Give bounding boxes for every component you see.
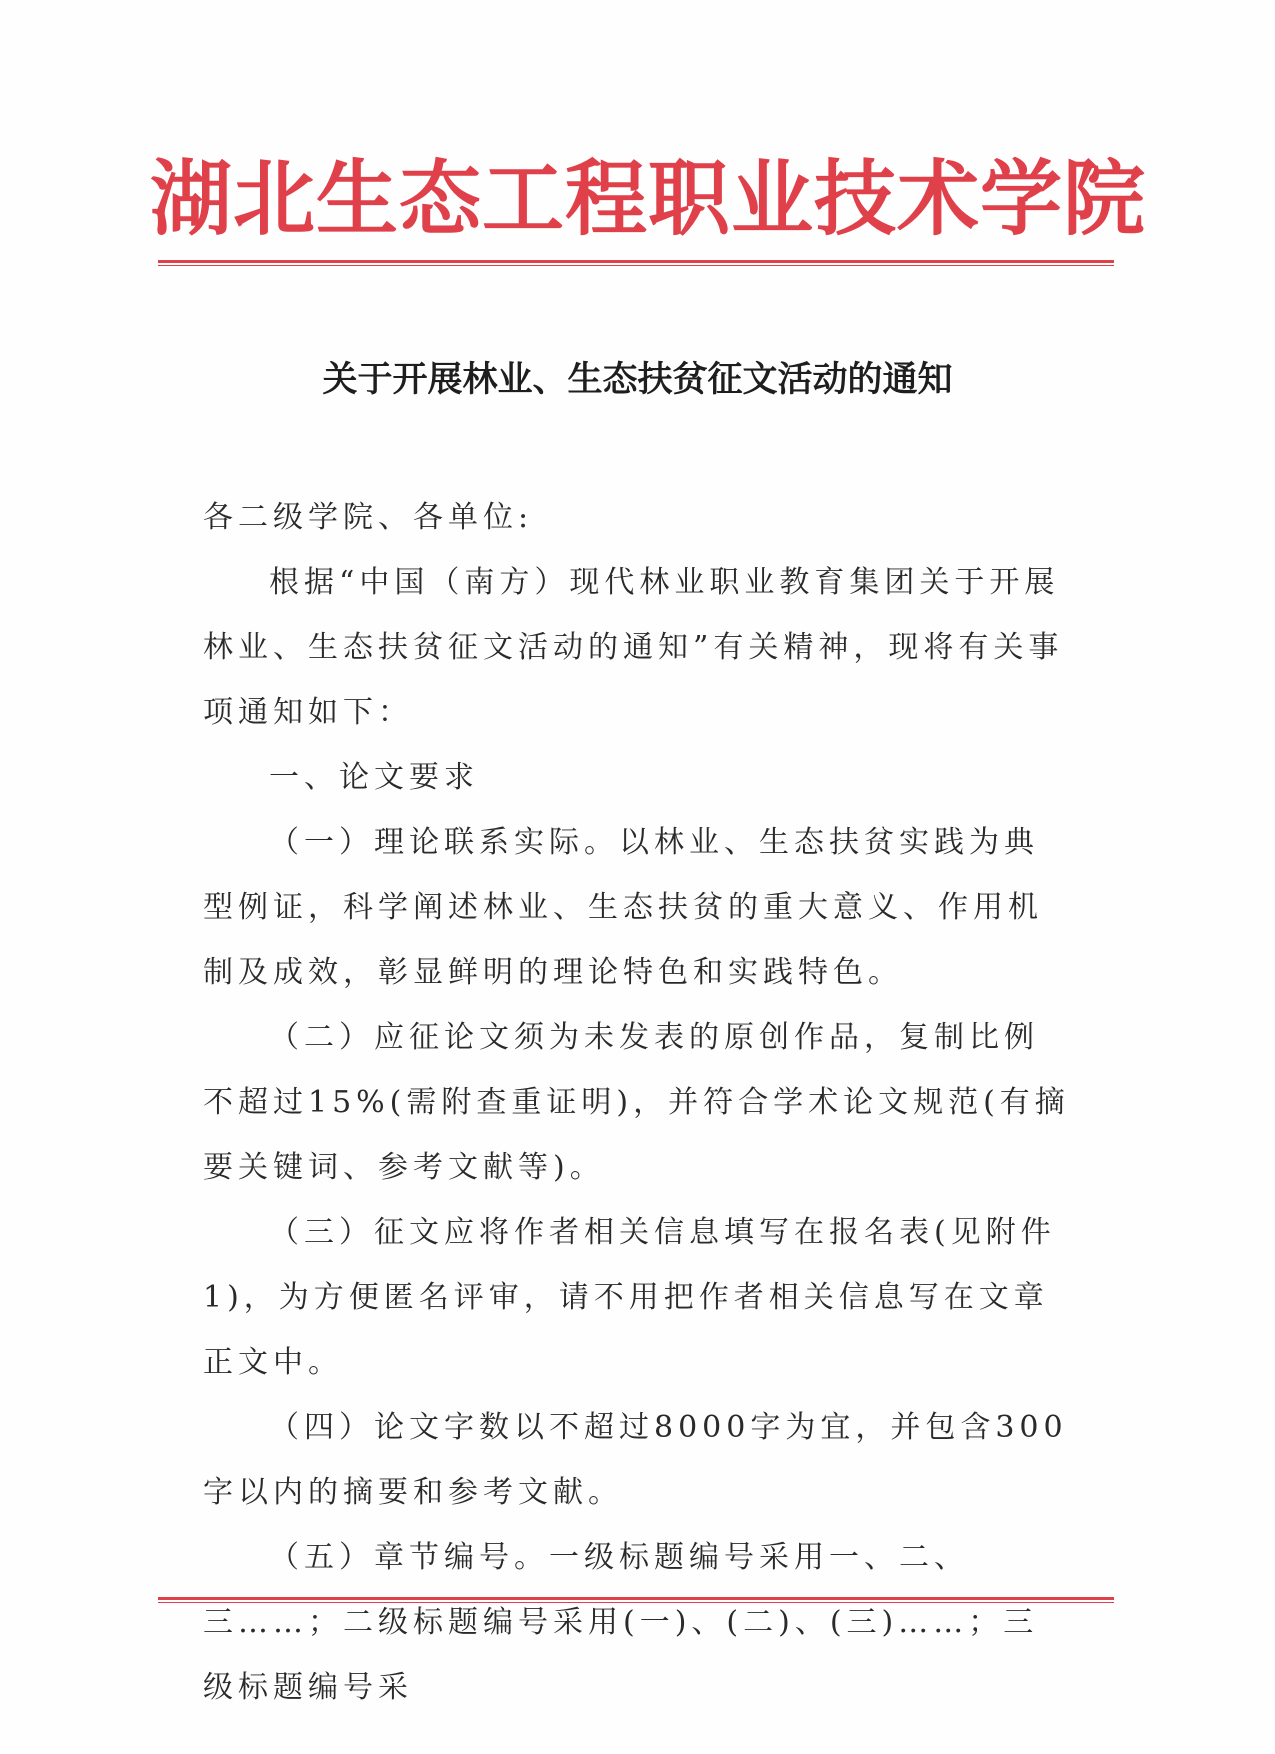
section-heading-requirements: 一、论文要求 (269, 760, 479, 795)
requirement-item-5: （五）章节编号。一级标题编号采用一、二、三……；二级标题编号采用(一)、(二)、(三)……；三级标题编号采 (203, 1540, 1039, 1705)
requirement-item-4: （四）论文字数以不超过8000字为宜，并包含300字以内的摘要和参考文献。 (203, 1410, 1068, 1510)
requirement-item-1: （一）理论联系实际。以林业、生态扶贫实践为典型例证，科学阐述林业、生态扶贫的重大意义、作用机制及成效，彰显鲜明的理论特色和实践特色。 (203, 825, 1043, 990)
document-body (203, 485, 1073, 1720)
letterhead-divider-top (158, 260, 1114, 266)
footer-divider-bottom (158, 1597, 1114, 1603)
intro-paragraph: 根据“中国（南方）现代林业职业教育集团关于开展林业、生态扶贫征文活动的通知”有关精神，现将有关事项通知如下： (203, 565, 1064, 730)
requirement-item-3: （三）征文应将作者相关信息填写在报名表(见附件1)，为方便匿名评审，请不用把作者相关信息写在文章正文中。 (203, 1215, 1056, 1380)
salutation: 各二级学院、各单位: (203, 500, 534, 535)
requirement-item-2: （二）应征论文须为未发表的原创作品，复制比例不超过15%(需附查重证明)，并符合学术论文规范(有摘要关键词、参考文献等)。 (203, 1020, 1070, 1185)
document-title: 关于开展林业、生态扶贫征文活动的通知 (322, 359, 953, 400)
org-letterhead: 湖北生态工程职业技术学院 (150, 152, 1147, 247)
